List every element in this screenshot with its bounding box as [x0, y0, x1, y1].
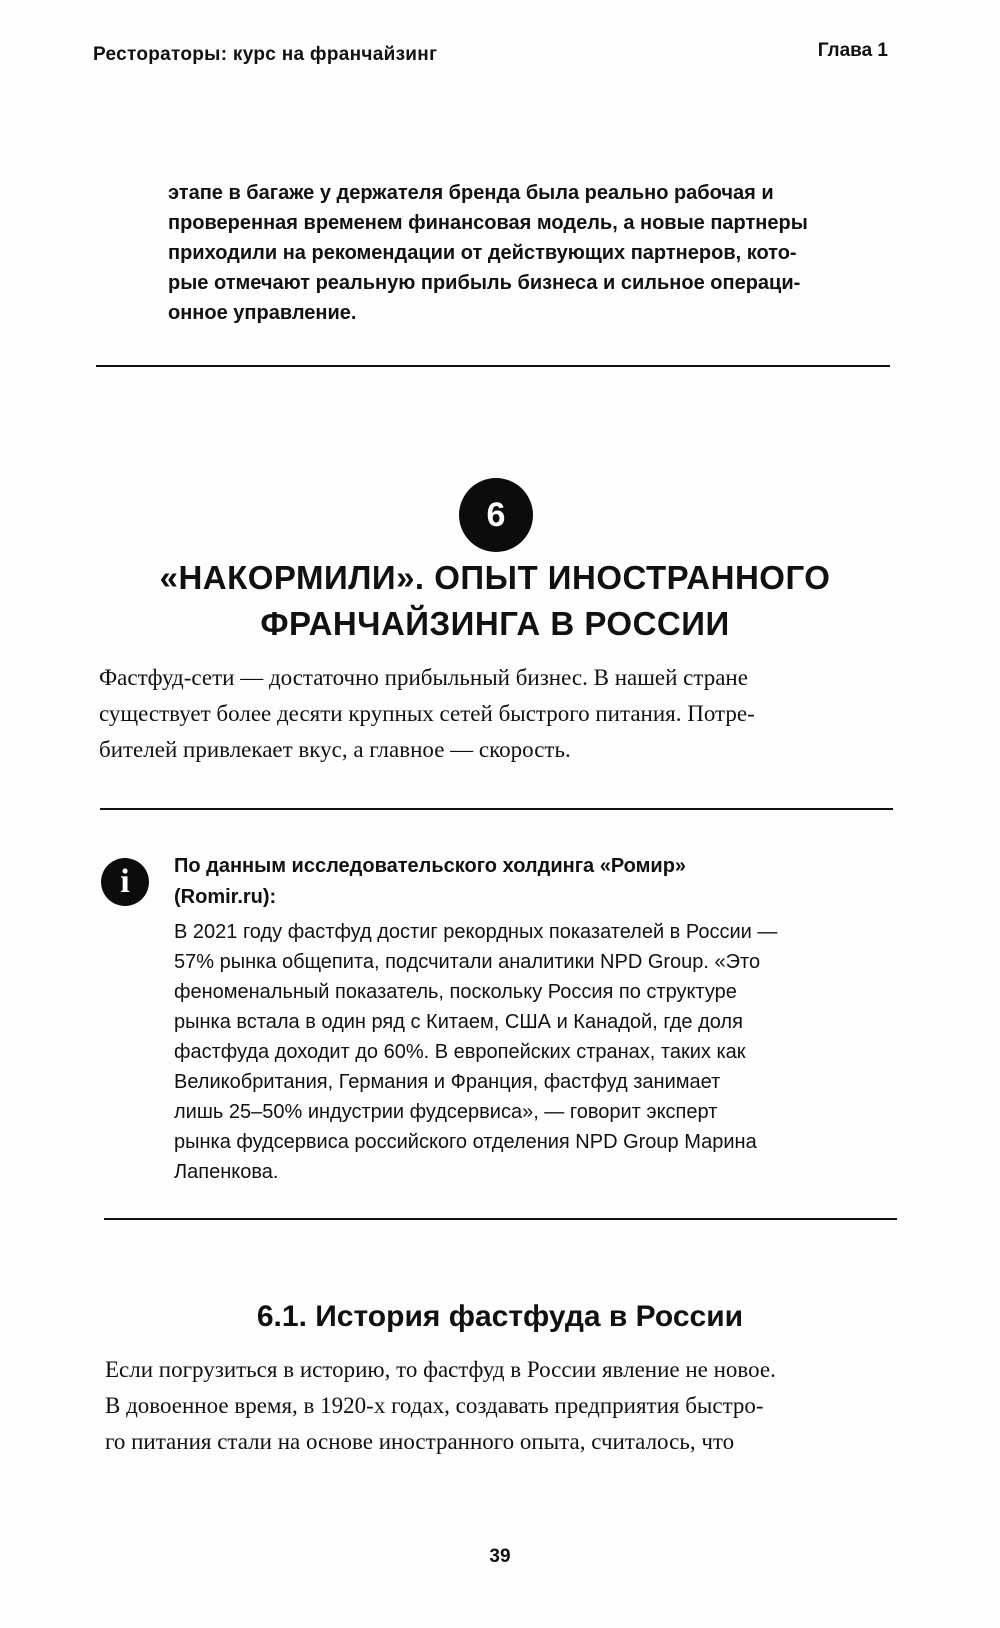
- divider: [100, 808, 893, 810]
- info-body-line: В 2021 году фастфуд достиг рекордных показателей в России —: [174, 921, 778, 943]
- paragraph-line: рые отмечают реальную прибыль бизнеса и сильное операци-: [168, 272, 801, 294]
- paragraph-line: проверенная временем финансовая модель, а новые партнеры: [168, 212, 808, 234]
- section-title-line: ФРАНЧАЙЗИНГА В РОССИИ: [260, 605, 730, 642]
- paragraph-line: существует более десяти крупных сетей быстрого питания. Потре-: [99, 701, 755, 726]
- info-icon: i: [101, 858, 149, 906]
- info-body-line: феноменальный показатель, поскольку Россия по структуре: [174, 981, 737, 1003]
- paragraph-line: приходили на рекомендации от действующих партнеров, кото-: [168, 242, 797, 264]
- info-box-heading: [174, 851, 894, 913]
- paragraph-line: онное управление.: [168, 302, 357, 324]
- info-body-line: 57% рынка общепита, подсчитали аналитики NPD Group. «Это: [174, 951, 761, 973]
- paragraph-line: бителей привлекает вкус, а главное — скорость.: [99, 737, 571, 762]
- info-body-line: Великобритания, Германия и Франция, фастфуд занимает: [174, 1071, 721, 1093]
- paragraph-line: В довоенное время, в 1920-х годах, создавать предприятия быстро-: [105, 1393, 764, 1418]
- section-title: [100, 555, 890, 647]
- paragraph-line: этапе в багаже у держателя бренда была реально рабочая и: [168, 182, 774, 204]
- info-heading-line: По данным исследовательского холдинга «Ромир»: [174, 855, 687, 877]
- running-head-book-title: Рестораторы: курс на франчайзинг: [93, 44, 438, 65]
- info-body-line: рынка фудсервиса российского отделения NPD Group Марина: [174, 1131, 757, 1153]
- previous-section-paragraph: [168, 178, 893, 328]
- divider: [96, 365, 890, 367]
- section-number-badge: 6: [459, 478, 533, 552]
- info-heading-line: (Romir.ru):: [174, 886, 277, 908]
- info-body-line: Лапенкова.: [174, 1161, 279, 1183]
- section-lead-paragraph: [99, 660, 899, 768]
- info-body-line: лишь 25–50% индустрии фудсервиса», — говорит эксперт: [174, 1101, 718, 1123]
- info-body-line: рынка встала в один ряд с Китаем, США и Канадой, где доля: [174, 1011, 743, 1033]
- info-body-line: фастфуда доходит до 60%. В европейских странах, таких как: [174, 1041, 746, 1063]
- paragraph-line: Фастфуд-сети — достаточно прибыльный бизнес. В нашей стране: [99, 665, 748, 690]
- section-title-line: «НАКОРМИЛИ». ОПЫТ ИНОСТРАННОГО: [159, 559, 831, 596]
- subsection-paragraph: [105, 1352, 905, 1460]
- subsection-title: 6.1. История фастфуда в России: [256, 1300, 744, 1333]
- paragraph-line: Если погрузиться в историю, то фастфуд в России явление не новое.: [105, 1357, 776, 1382]
- paragraph-line: го питания стали на основе иностранного опыта, считалось, что: [105, 1429, 735, 1454]
- page-number: 39: [489, 1546, 511, 1567]
- info-box-body: [174, 917, 894, 1187]
- running-head-chapter: Глава 1: [817, 40, 888, 61]
- divider: [104, 1218, 897, 1220]
